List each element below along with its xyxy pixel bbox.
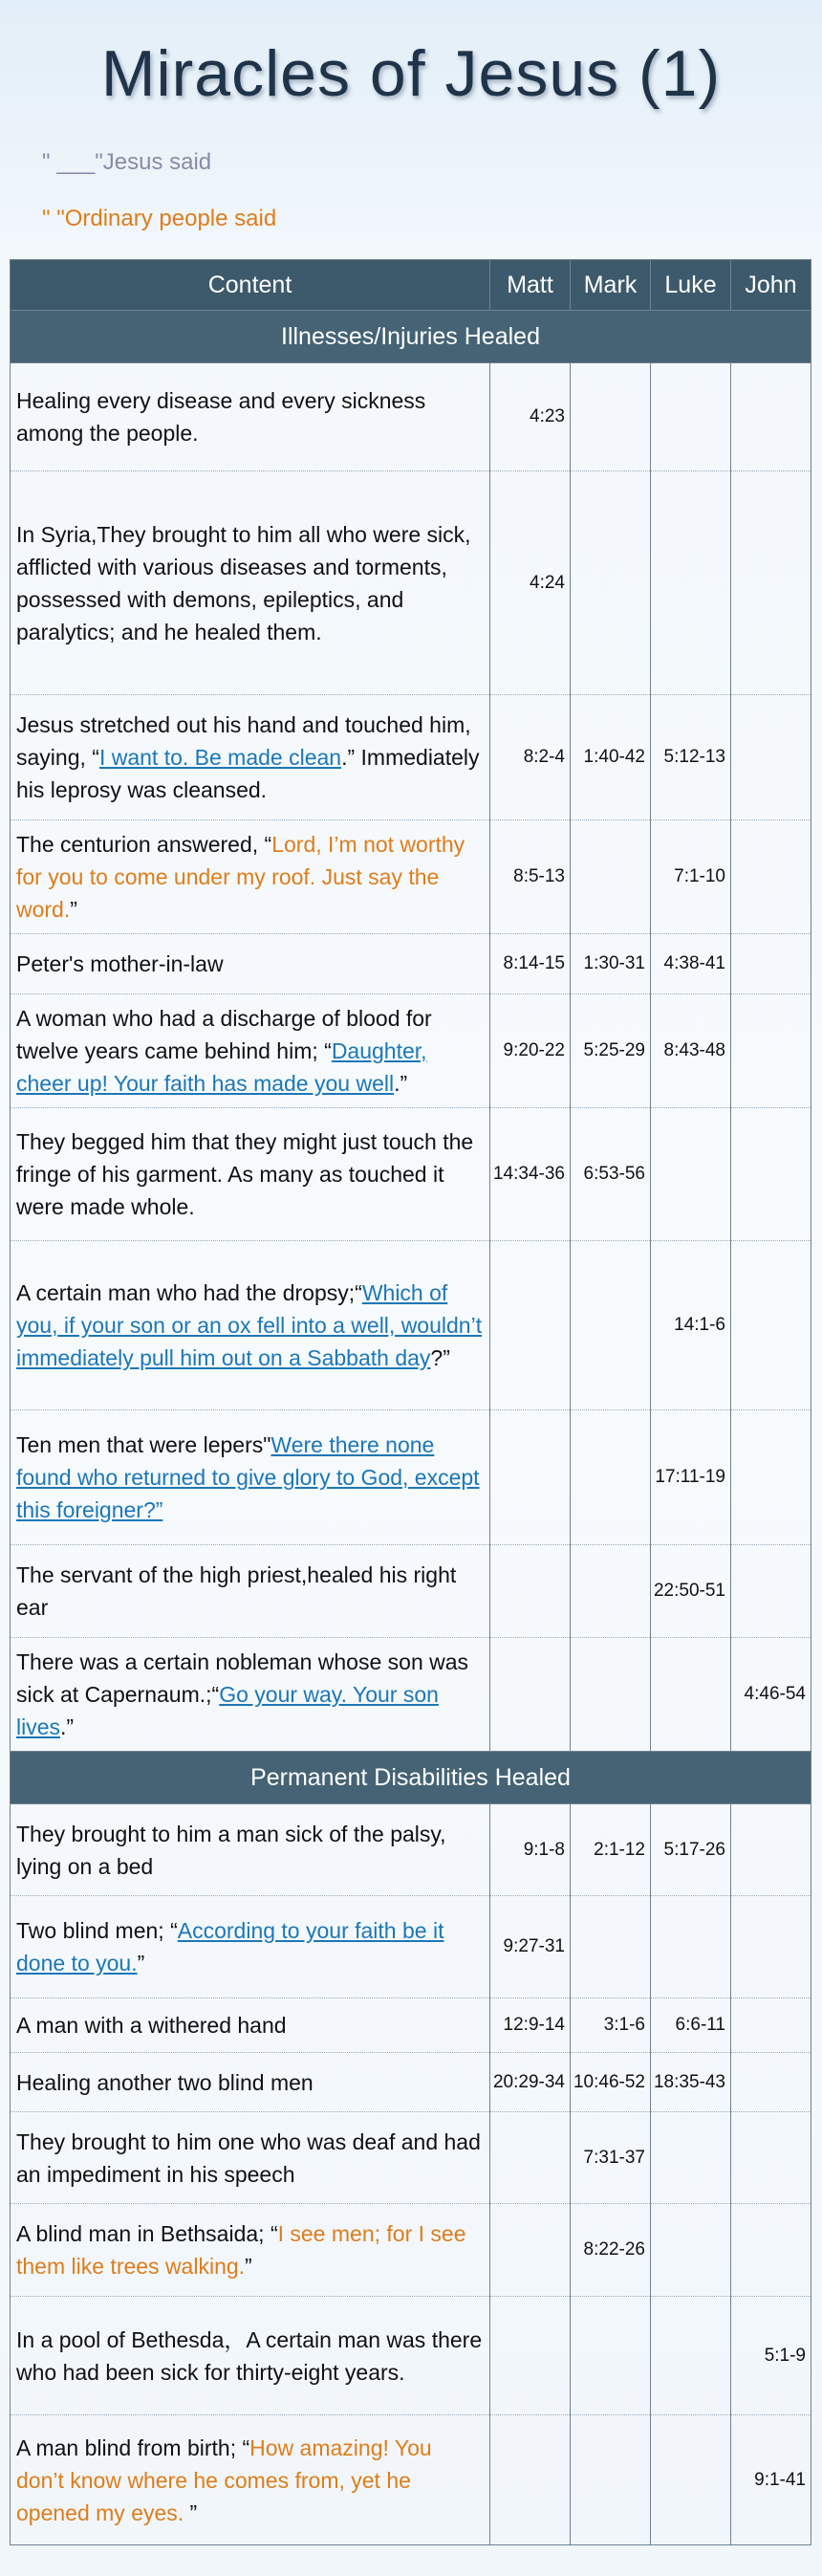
row-content bbox=[11, 934, 490, 994]
matt-ref bbox=[490, 1545, 571, 1638]
mark-ref bbox=[571, 1410, 651, 1545]
john-ref bbox=[731, 363, 811, 471]
section-header-row bbox=[11, 311, 811, 363]
mark-ref: 1:30-31 bbox=[571, 934, 651, 994]
luke-ref bbox=[651, 1108, 731, 1241]
header-content: Content bbox=[11, 260, 490, 311]
row-content bbox=[11, 994, 490, 1108]
row-text: The centurion answered, “ bbox=[16, 832, 272, 857]
luke-ref: 22:50-51 bbox=[651, 1545, 731, 1638]
matt-ref: 8:5-13 bbox=[490, 820, 571, 934]
row-text: They brought to him a man sick of the palsy, lying on a bed bbox=[16, 1821, 446, 1879]
john-ref: 9:1-41 bbox=[731, 2415, 811, 2545]
row-content bbox=[11, 471, 490, 695]
row-text: Jesus stretched out his hand and touched him, saying, “ bbox=[16, 712, 471, 770]
section-title: Illnesses/Injuries Healed bbox=[11, 311, 811, 363]
row-text: A certain man who had the dropsy;“ bbox=[16, 1280, 362, 1305]
luke-ref: 4:38-41 bbox=[651, 934, 731, 994]
john-ref bbox=[731, 1241, 811, 1410]
john-ref: 5:1-9 bbox=[731, 2297, 811, 2415]
row-text: ” bbox=[245, 2254, 252, 2279]
luke-ref: 17:11-19 bbox=[651, 1410, 731, 1545]
table-row bbox=[11, 1804, 811, 1896]
matt-ref bbox=[490, 1410, 571, 1545]
jesus-quote: I want to. Be made clean bbox=[98, 745, 342, 770]
header-john: John bbox=[731, 260, 811, 311]
row-text: ” bbox=[137, 1951, 145, 1976]
people-quote: Lord, I’m not worthy for you to come under my roof. Just say the word. bbox=[16, 832, 465, 922]
row-text: A man blind from birth; “ bbox=[16, 2434, 250, 2460]
page-title: Miracles of Jesus (1) bbox=[100, 37, 722, 110]
john-ref bbox=[731, 2053, 811, 2112]
section-header-row bbox=[11, 1752, 811, 1804]
row-content bbox=[11, 363, 490, 471]
john-ref bbox=[731, 1410, 811, 1545]
table-row bbox=[11, 934, 811, 994]
mark-ref: 7:31-37 bbox=[571, 2112, 651, 2204]
row-text: .” Immediately his leprosy was cleansed. bbox=[16, 745, 480, 802]
miracles-table bbox=[10, 259, 811, 2545]
luke-ref: 5:12-13 bbox=[651, 695, 731, 820]
matt-ref: 8:2-4 bbox=[490, 695, 571, 820]
luke-ref bbox=[651, 1638, 731, 1752]
row-content bbox=[11, 1241, 490, 1410]
luke-ref: 18:35-43 bbox=[651, 2053, 731, 2112]
mark-ref: 3:1-6 bbox=[571, 1998, 651, 2053]
john-ref bbox=[731, 1804, 811, 1896]
table-row bbox=[11, 1108, 811, 1241]
mark-ref bbox=[571, 1638, 651, 1752]
matt-ref: 14:34-36 bbox=[490, 1108, 571, 1241]
luke-ref: 14:1-6 bbox=[651, 1241, 731, 1410]
mark-ref bbox=[571, 820, 651, 934]
table-row bbox=[11, 2053, 811, 2112]
row-text: A woman who had a discharge of blood for twelve years came behind him; “ bbox=[16, 1006, 432, 1063]
row-text: A blind man in Bethsaida; “ bbox=[16, 2221, 278, 2246]
row-content bbox=[11, 1998, 490, 2053]
row-content bbox=[11, 2297, 490, 2415]
matt-ref: 9:27-31 bbox=[490, 1896, 571, 1998]
luke-ref bbox=[651, 1896, 731, 1998]
luke-ref: 8:43-48 bbox=[651, 994, 731, 1108]
luke-ref bbox=[651, 471, 731, 695]
matt-ref bbox=[490, 2204, 571, 2297]
row-content bbox=[11, 2204, 490, 2297]
row-text: There was a certain nobleman whose son was sick at Capernaum.;“ bbox=[16, 1649, 469, 1707]
luke-ref bbox=[651, 2297, 731, 2415]
mark-ref bbox=[571, 2297, 651, 2415]
matt-ref: 8:14-15 bbox=[490, 934, 571, 994]
matt-ref: 9:1-8 bbox=[490, 1804, 571, 1896]
mark-ref bbox=[571, 471, 651, 695]
table-row bbox=[11, 2112, 811, 2204]
mark-ref bbox=[571, 363, 651, 471]
luke-ref bbox=[651, 363, 731, 471]
john-ref bbox=[731, 2112, 811, 2204]
row-content bbox=[11, 1545, 490, 1638]
row-text: In Syria,They brought to him all who were sick, afflicted with various diseases and torments, possessed with demons, epileptics, and paralytics; and he healed them. bbox=[16, 521, 471, 644]
john-ref bbox=[731, 994, 811, 1108]
john-ref bbox=[731, 934, 811, 994]
luke-ref: 5:17-26 bbox=[651, 1804, 731, 1896]
table-header-row bbox=[11, 260, 811, 311]
header-mark: Mark bbox=[571, 260, 651, 311]
row-text: .” bbox=[60, 1714, 75, 1739]
matt-ref bbox=[490, 1638, 571, 1752]
section-title: Permanent Disabilities Healed bbox=[11, 1752, 811, 1804]
table-row bbox=[11, 1241, 811, 1410]
matt-ref bbox=[490, 2297, 571, 2415]
mark-ref: 10:46-52 bbox=[571, 2053, 651, 2112]
row-content bbox=[11, 2112, 490, 2204]
john-ref: 4:46-54 bbox=[731, 1638, 811, 1752]
matt-ref bbox=[490, 1241, 571, 1410]
row-content bbox=[11, 1638, 490, 1752]
header-luke: Luke bbox=[651, 260, 731, 311]
row-text: Healing every disease and every sickness among the people. bbox=[16, 388, 426, 446]
jesus-quote: Go your way. Your son lives bbox=[16, 1682, 439, 1739]
row-content bbox=[11, 1896, 490, 1998]
jesus-quote: Daughter, cheer up! Your faith has made you well bbox=[16, 1038, 427, 1096]
row-text: They brought to him one who was deaf and had an impediment in his speech bbox=[16, 2128, 481, 2187]
row-content bbox=[11, 1410, 490, 1545]
table-row bbox=[11, 1638, 811, 1752]
mark-ref: 1:40-42 bbox=[571, 695, 651, 820]
row-text: Ten men that were lepers" bbox=[16, 1432, 271, 1457]
mark-ref: 2:1-12 bbox=[571, 1804, 651, 1896]
table-row bbox=[11, 1545, 811, 1638]
luke-ref bbox=[651, 2204, 731, 2297]
table-row bbox=[11, 1896, 811, 1998]
jesus-quote: Which of you, if your son or an ox fell into a well, wouldn’t immediately pull him out on a Sabbath day bbox=[16, 1280, 483, 1370]
legend-people-said: " "Ordinary people said bbox=[42, 206, 277, 231]
row-text: Peter's mother-in-law bbox=[16, 951, 224, 976]
table-row bbox=[11, 820, 811, 934]
row-text: They begged him that they might just touch the fringe of his garment. As many as touched it were made whole. bbox=[16, 1129, 474, 1219]
table-row bbox=[11, 2204, 811, 2297]
luke-ref bbox=[651, 2415, 731, 2545]
row-text: Healing another two blind men bbox=[16, 2069, 314, 2095]
luke-ref: 6:6-11 bbox=[651, 1998, 731, 2053]
table-row bbox=[11, 695, 811, 820]
row-content bbox=[11, 695, 490, 820]
matt-ref: 12:9-14 bbox=[490, 1998, 571, 2053]
john-ref bbox=[731, 695, 811, 820]
table-row bbox=[11, 2297, 811, 2415]
row-text: The servant of the high priest,healed his right ear bbox=[16, 1562, 457, 1620]
row-text: In a pool of Bethesda，A certain man was there who had been sick for thirty-eight years. bbox=[16, 2326, 483, 2385]
row-content bbox=[11, 2053, 490, 2112]
table-row bbox=[11, 363, 811, 471]
john-ref bbox=[731, 1998, 811, 2053]
table-row bbox=[11, 2415, 811, 2545]
jesus-quote: Were there none found who returned to give glory to God, except this foreigner?” bbox=[16, 1432, 480, 1522]
table-row bbox=[11, 994, 811, 1108]
luke-ref: 7:1-10 bbox=[651, 820, 731, 934]
row-content bbox=[11, 1804, 490, 1896]
john-ref bbox=[731, 1896, 811, 1998]
mark-ref: 5:25-29 bbox=[571, 994, 651, 1108]
matt-ref: 9:20-22 bbox=[490, 994, 571, 1108]
row-content bbox=[11, 2415, 490, 2545]
row-text: ” bbox=[184, 2500, 198, 2525]
mark-ref bbox=[571, 1896, 651, 1998]
row-text: A man with a withered hand bbox=[16, 2013, 287, 2038]
header-matt: Matt bbox=[490, 260, 571, 311]
row-text: ?” bbox=[430, 1345, 450, 1370]
mark-ref bbox=[571, 1241, 651, 1410]
row-content bbox=[11, 1108, 490, 1241]
john-ref bbox=[731, 1545, 811, 1638]
row-text: Two blind men; “ bbox=[16, 1918, 178, 1943]
john-ref bbox=[731, 471, 811, 695]
luke-ref bbox=[651, 2112, 731, 2204]
row-text: ” bbox=[70, 897, 77, 922]
people-quote: I see men; for I see them like trees walking. bbox=[16, 2221, 466, 2279]
table-row bbox=[11, 1998, 811, 2053]
row-content bbox=[11, 820, 490, 934]
legend-jesus-said: " ___"Jesus said bbox=[42, 149, 212, 175]
mark-ref: 8:22-26 bbox=[571, 2204, 651, 2297]
mark-ref bbox=[571, 2415, 651, 2545]
john-ref bbox=[731, 1108, 811, 1241]
table-row bbox=[11, 1410, 811, 1545]
row-text: .” bbox=[394, 1071, 408, 1096]
mark-ref bbox=[571, 1545, 651, 1638]
table-body bbox=[11, 311, 811, 2545]
matt-ref: 20:29-34 bbox=[490, 2053, 571, 2112]
mark-ref: 6:53-56 bbox=[571, 1108, 651, 1241]
people-quote: How amazing! You don’t know where he comes from, yet he opened my eyes. bbox=[16, 2434, 432, 2525]
matt-ref bbox=[490, 2112, 571, 2204]
john-ref bbox=[731, 820, 811, 934]
matt-ref: 4:24 bbox=[490, 471, 571, 695]
jesus-quote: According to your faith be it done to you. bbox=[16, 1918, 444, 1976]
john-ref bbox=[731, 2204, 811, 2297]
matt-ref bbox=[490, 2415, 571, 2545]
table-row bbox=[11, 471, 811, 695]
matt-ref: 4:23 bbox=[490, 363, 571, 471]
